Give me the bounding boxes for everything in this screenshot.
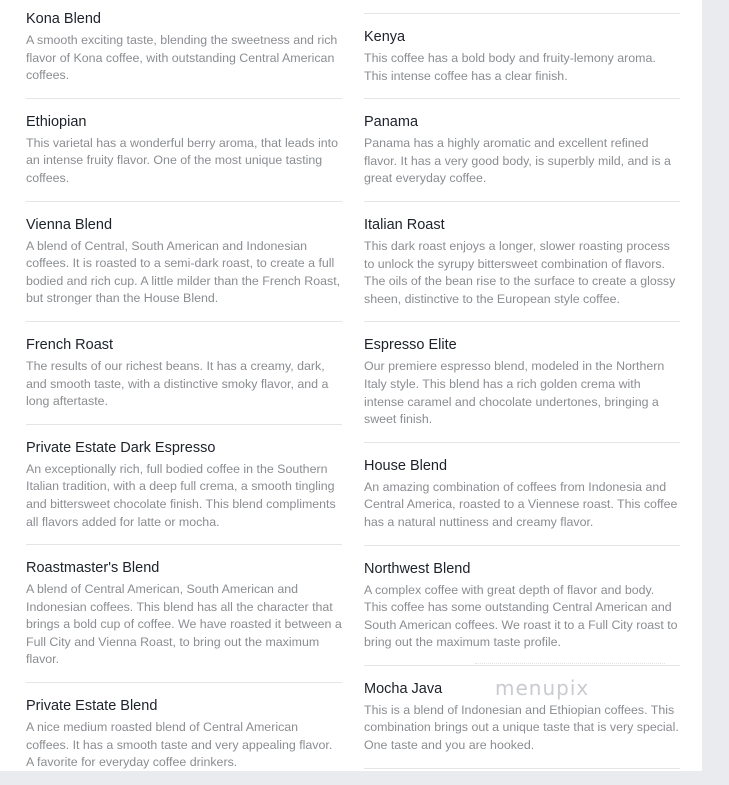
menu-item-name: Private Estate Blend: [26, 698, 158, 715]
menu-item-description: The results of our richest beans. It has a creamy, dark, and smooth taste, with a distinctive smoky flavor, and a long aftertaste.: [26, 358, 329, 409]
menu-item-description: This is a blend of Indonesian and Ethiopian coffees. This combination brings out a unique taste that is very special. One taste and you are hooked.: [364, 702, 679, 753]
menu-item-name: Ethiopian: [26, 113, 87, 130]
menu-item: [26, 322, 342, 425]
menu-item-name: Northwest Blend: [364, 560, 471, 577]
menu-item-description: A nice medium roasted blend of Central American coffees. It has a smooth taste and very appealing flavor. A favorite for everyday coffee drinkers.: [26, 720, 333, 770]
menu-item-description: A smooth exciting taste, blending the sweetness and rich flavor of Kona coffee, with outstanding Central American coffees.: [26, 33, 338, 83]
menu-item: [26, 0, 342, 99]
menu-item-name: Panama: [364, 114, 419, 131]
menu-item-description: This dark roast enjoys a longer, slower roasting process to unlock the syrupy bittersweet combination of flavors. The oils of the bean rise to the surface to create a glossy sheen, distinctive to the European style coffee.: [364, 238, 676, 306]
menu-item-name: House Blend: [364, 457, 448, 474]
menu-item-name: Private Estate Dark Espresso: [26, 439, 216, 456]
menu-item: [26, 683, 342, 785]
menu-item: [26, 99, 342, 202]
menu-column-right: [364, 0, 680, 769]
watermark-logo: menupix: [495, 676, 590, 700]
menu-item-description: A blend of Central, South American and Indonesian coffees. It is roasted to a semi-dark roast, to create a full bodied and rich cup. A little milder than the French Roast, but stronger than the House Blend.: [26, 238, 341, 306]
menu-item-name: Kona Blend: [26, 11, 101, 27]
menu-item-description: This coffee has a bold body and fruity-lemony aroma. This intense coffee has a clear finish.: [364, 51, 656, 83]
menu-item-name: French Roast: [26, 336, 114, 353]
menu-item-name: Vienna Blend: [26, 216, 113, 233]
menu-item-description: An amazing combination of coffees from Indonesia and Central America, roasted to a Viennese roast. This coffee has a natural nuttiness and creamy flavor.: [364, 479, 678, 529]
menu-item: [364, 546, 680, 666]
menu-item-description: A blend of Central American, South American and Indonesian coffees. This blend has all the character that brings a bold cup of coffee. We have roasted it between a Full City and Vienna Roast, to bring out the maximum flavor.: [26, 582, 342, 667]
menu-item-name: Espresso Elite: [364, 337, 457, 354]
menu-item-description: Panama has a highly aromatic and excellent refined flavor. It has a very good body, is superbly mild, and is a great everyday coffee.: [364, 136, 671, 186]
menu-item-description: An exceptionally rich, full bodied coffee in the Southern Italian tradition, with a deep full crema, a smooth tingling and bittersweet chocolate finish. This blend compliments all flavors added for latte or mocha.: [26, 461, 336, 529]
menu-item: [364, 443, 680, 546]
menu-column-left: [26, 0, 342, 785]
menu-item: [364, 322, 680, 442]
menu-item: [26, 425, 342, 545]
menu-item: [364, 99, 680, 202]
menu-item-name: Roastmaster's Blend: [26, 560, 160, 577]
menu-item-description: Our premiere espresso blend, modeled in the Northern Italy style. This blend has a rich golden crema with intense caramel and chocolate undertones, bringing a sweet finish.: [364, 359, 665, 427]
menu-item: [26, 545, 342, 683]
menu-item: [26, 202, 342, 322]
watermark-dots: [475, 663, 665, 667]
menu-item-description: This varietal has a wonderful berry aroma, that leads into an intense fruity flavor. One of the most unique tasting coffees.: [26, 135, 338, 185]
menu-item-description: A complex coffee with great depth of flavor and body. This coffee has some outstanding Central American and South American coffees. We roast it to a Full City roast to bring out the maximum taste profile.: [364, 582, 678, 650]
menu-item-name: Italian Roast: [364, 216, 445, 233]
menu-item: [364, 202, 680, 322]
menu-item-name: Mocha Java: [364, 680, 443, 697]
divider: [364, 0, 680, 14]
menu-item-name: Kenya: [364, 29, 406, 45]
menu-item: [364, 14, 680, 99]
